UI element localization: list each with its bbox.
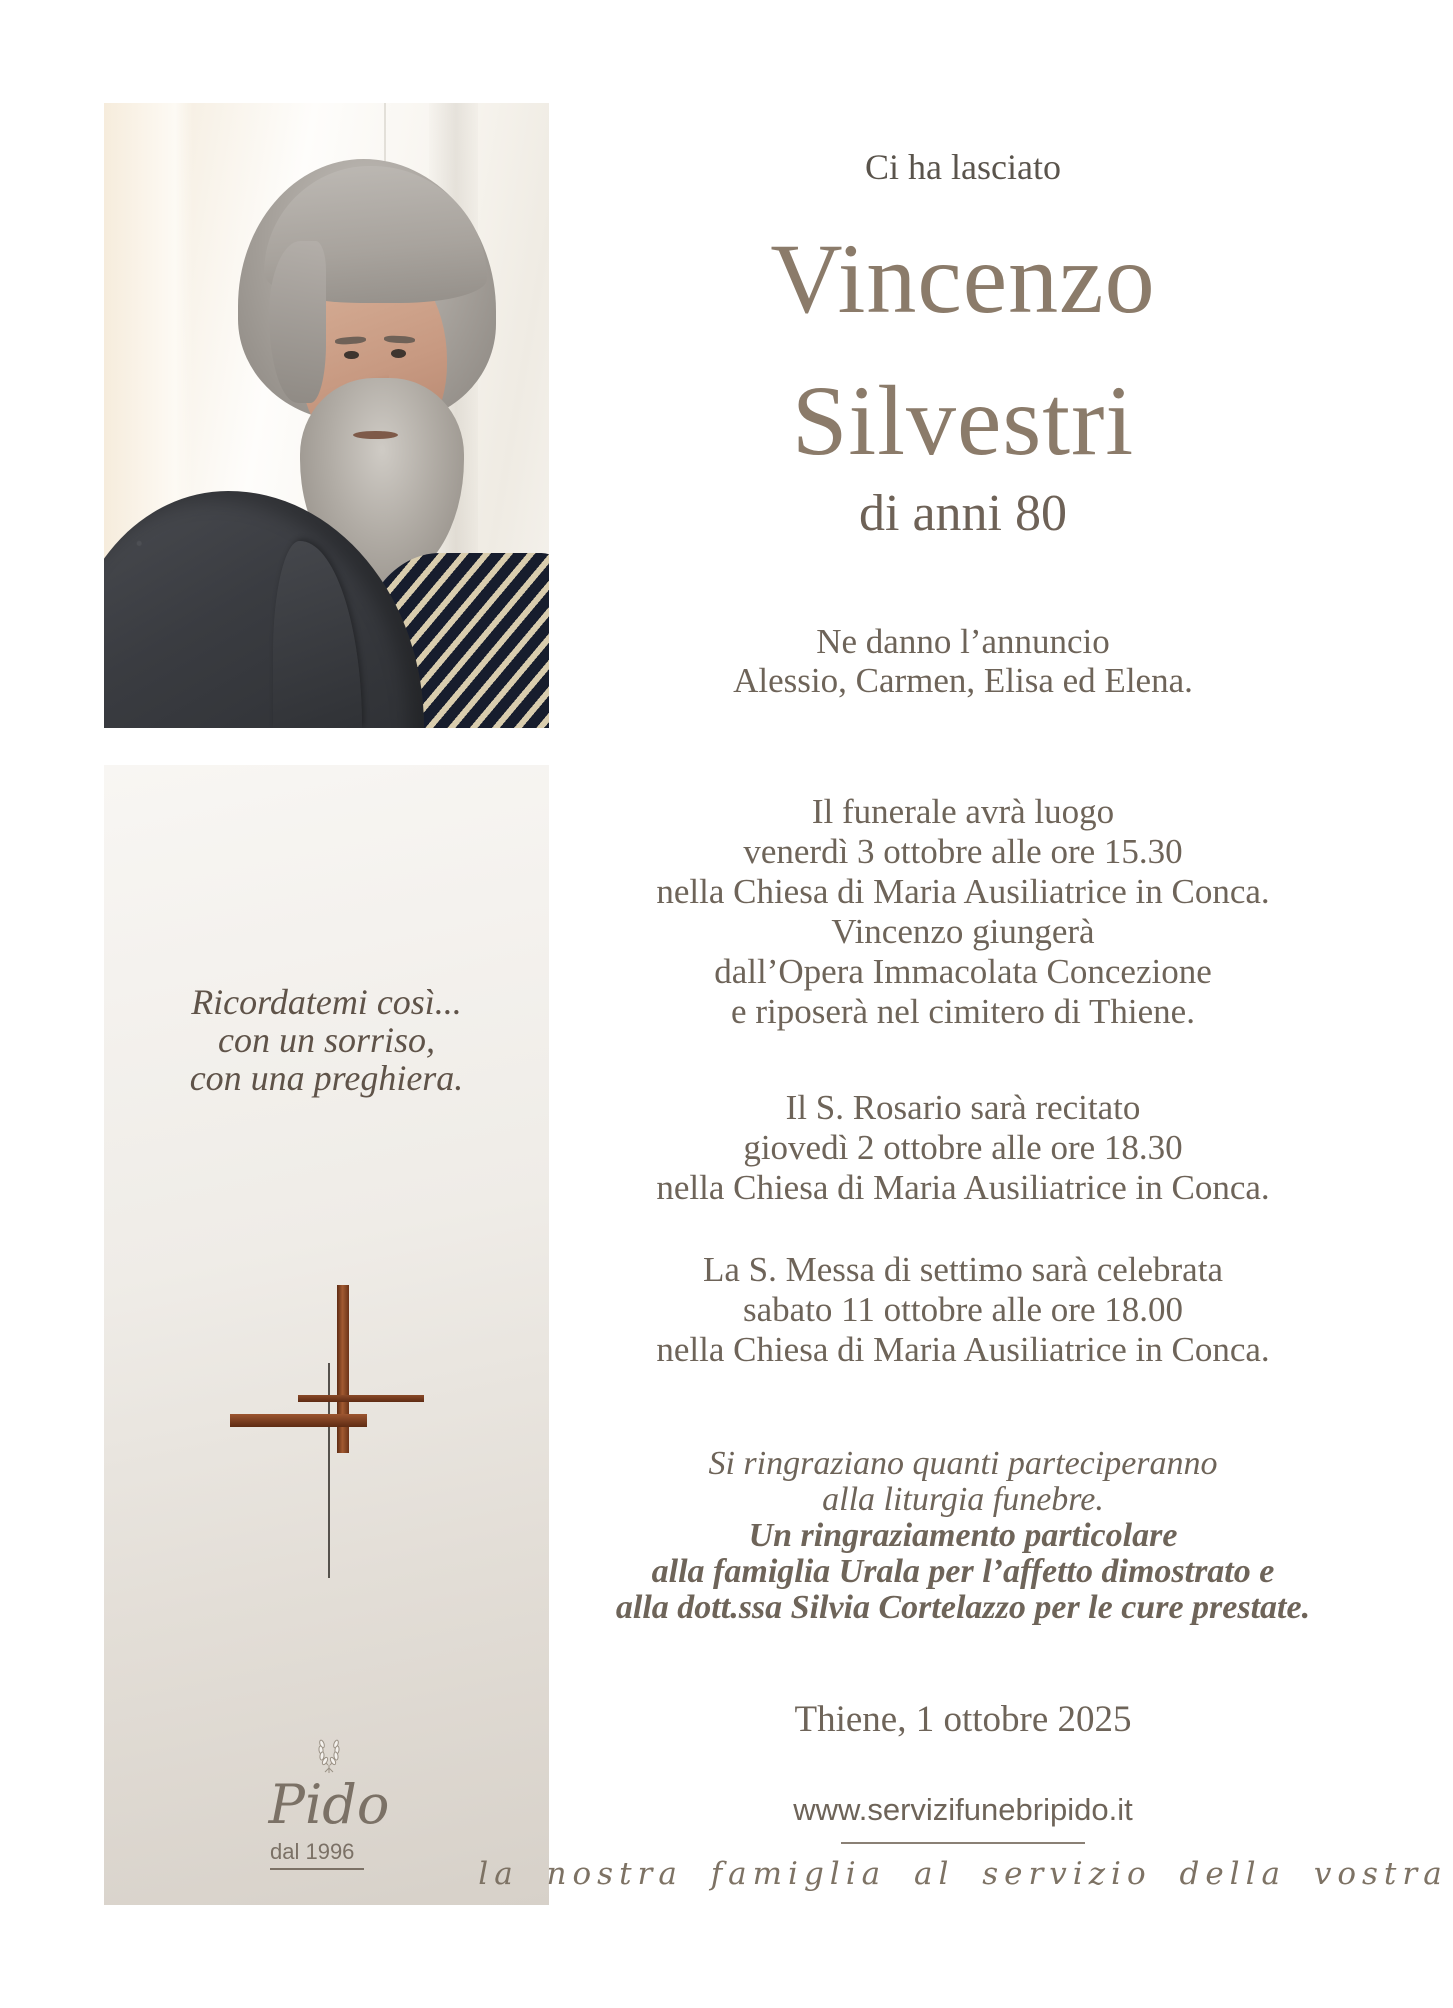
deceased-first-name: Vincenzo [770, 223, 1156, 334]
pido-since-text: dal 1996 [270, 1839, 364, 1870]
thanks-line: Si ringraziano quanti parteciperanno [708, 1445, 1218, 1482]
rosary-details [473, 1088, 1453, 1208]
thanks-bold-line: Un ringraziamento particolare [748, 1517, 1178, 1554]
funeral-line: Il funerale avrà luogo [811, 792, 1115, 831]
rosary-line: Il S. Rosario sarà recitato [785, 1088, 1141, 1127]
deceased-last-name: Silvestri [791, 365, 1135, 476]
place-date-line: Thiene, 1 ottobre 2025 [794, 1699, 1132, 1740]
thanks-section [473, 1446, 1453, 1626]
laurel-wreath-icon [311, 1737, 347, 1775]
photo-eye [391, 349, 406, 358]
thanks-bold-line: alla famiglia Urala per l’affetto dimostrato e [651, 1553, 1275, 1590]
cross-thin-crossbar [298, 1395, 424, 1402]
quote-line: con una preghiera. [189, 1058, 464, 1098]
rosary-line: giovedì 2 ottobre alle ore 18.30 [743, 1128, 1183, 1167]
funeral-line: nella Chiesa di Maria Ausiliatrice in Conca. [656, 872, 1270, 911]
thanks-line: alla liturgia funebre. [822, 1481, 1104, 1518]
announcement-column [473, 0, 1453, 2008]
quote-line: con un sorriso, [217, 1020, 436, 1060]
family-line: Ne danno l’annuncio [816, 622, 1110, 661]
mass-line: La S. Messa di settimo sarà celebrata [703, 1250, 1223, 1289]
funeral-line: e riposerà nel cimitero di Thiene. [731, 992, 1195, 1031]
family-line: Alessio, Carmen, Elisa ed Elena. [733, 661, 1193, 700]
photo-hair-side [269, 241, 327, 404]
deceased-name [473, 208, 1453, 492]
mass-line: nella Chiesa di Maria Ausiliatrice in Conca. [656, 1330, 1270, 1369]
quote-line: Ricordatemi così... [191, 982, 462, 1022]
family-announcement [473, 622, 1453, 700]
footer-tagline: la nostra famiglia al servizio della vostra [478, 1856, 1448, 1892]
footer-divider [841, 1842, 1085, 1844]
seventh-day-mass-details [473, 1250, 1453, 1370]
funeral-line: Vincenzo giungerà [831, 912, 1095, 951]
cross-thick-crossbar [230, 1414, 367, 1427]
age-line: di anni 80 [859, 485, 1067, 542]
website-url: www.servizifunebripido.it [793, 1792, 1133, 1827]
funeral-line: venerdì 3 ottobre alle ore 15.30 [743, 832, 1183, 871]
mass-line: sabato 11 ottobre alle ore 18.00 [743, 1290, 1183, 1329]
pido-logo [264, 1737, 394, 1870]
intro-line: Ci ha lasciato [865, 147, 1061, 187]
cross-vertical-bar [337, 1285, 349, 1453]
funeral-details [473, 792, 1453, 1032]
funeral-line: dall’Opera Immacolata Concezione [714, 952, 1212, 991]
rosary-line: nella Chiesa di Maria Ausiliatrice in Conca. [656, 1168, 1270, 1207]
thanks-bold-line: alla dott.ssa Silvia Cortelazzo per le cure prestate. [615, 1589, 1311, 1626]
pido-brand-text: Pido [268, 1773, 390, 1836]
